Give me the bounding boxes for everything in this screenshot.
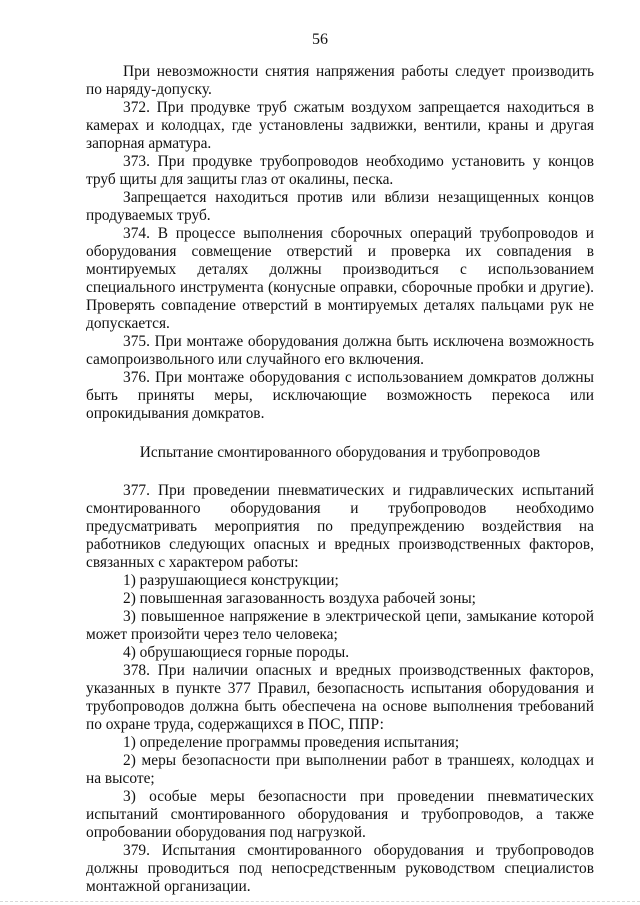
list-item-377-1: 1) разрушающиеся конструкции; [123, 572, 339, 589]
list-item-377-2: 2) повышенная загазованность воздуха рабочей зоны; [123, 590, 476, 607]
list-item-377-3: 3) повышенное напряжение в электрической цепи, замыкание которой может произойти через тело человека; [86, 608, 594, 643]
paragraph-373: 373. При продувке трубопроводов необходимо установить у концов труб щиты для защиты глаз от окалины, песка. [86, 153, 594, 188]
paragraph-work-permit: При невозможности снятия напряжения работы следует производить по наряду-допуску. [86, 63, 594, 98]
document-body [86, 63, 594, 896]
list-item-377-4: 4) обрушающиеся горные породы. [123, 644, 350, 661]
list-item-378-2: 2) меры безопасности при выполнении работ в траншеях, колодцах и на высоте; [86, 752, 594, 787]
page-number: 56 [312, 31, 328, 48]
paragraph-376: 376. При монтаже оборудования с использованием домкратов должны быть приняты меры, исключающие возможность перекоса или опрокидывания домкратов. [86, 369, 594, 422]
paragraph-pipe-ends: Запрещается находиться против или вблизи незащищенных концов продуваемых труб. [86, 189, 594, 224]
paragraph-379: 379. Испытания смонтированного оборудования и трубопроводов должны проводиться под непосредственным руководством специалистов монтажной организации. [86, 842, 594, 895]
section-heading: Испытание смонтированного оборудования и трубопроводов [139, 444, 541, 461]
list-item-378-1: 1) определение программы проведения испытания; [123, 734, 460, 751]
paragraph-374: 374. В процессе выполнения сборочных операций трубопроводов и оборудования совмещение отверстий и проверка их совпадения в монтируемых деталях должны производиться с использованием специального инструмента (конусные оправки, сборочные пробки и другие). Проверять совпадение отверстий в монтируемых деталях пальцами рук не допускается. [86, 225, 594, 332]
paragraph-378: 378. При наличии опасных и вредных производственных факторов, указанных в пункте 377 Правил, безопасность испытания оборудования и трубопроводов должна быть обеспечена на основе выполнения требований по охране труда, содержащихся в ПОС, ППР: [86, 662, 594, 733]
paragraph-372: 372. При продувке труб сжатым воздухом запрещается находиться в камерах и колодцах, где установлены задвижки, вентили, краны и другая запорная арматура. [86, 99, 594, 152]
list-item-378-3: 3) особые меры безопасности при проведении пневматических испытаний смонтированного оборудования и трубопроводов, а также опробовании оборудования под нагрузкой. [86, 788, 594, 841]
scan-edge-divider [0, 901, 640, 905]
paragraph-377: 377. При проведении пневматических и гидравлических испытаний смонтированного оборудования и трубопроводов необходимо предусматривать мероприятия по предупреждению воздействия на работников следующих опасных и вредных производственных факторов, связанных с характером работы: [86, 482, 594, 571]
paragraph-375: 375. При монтаже оборудования должна быть исключена возможность самопроизвольного или случайного его включения. [86, 333, 594, 368]
